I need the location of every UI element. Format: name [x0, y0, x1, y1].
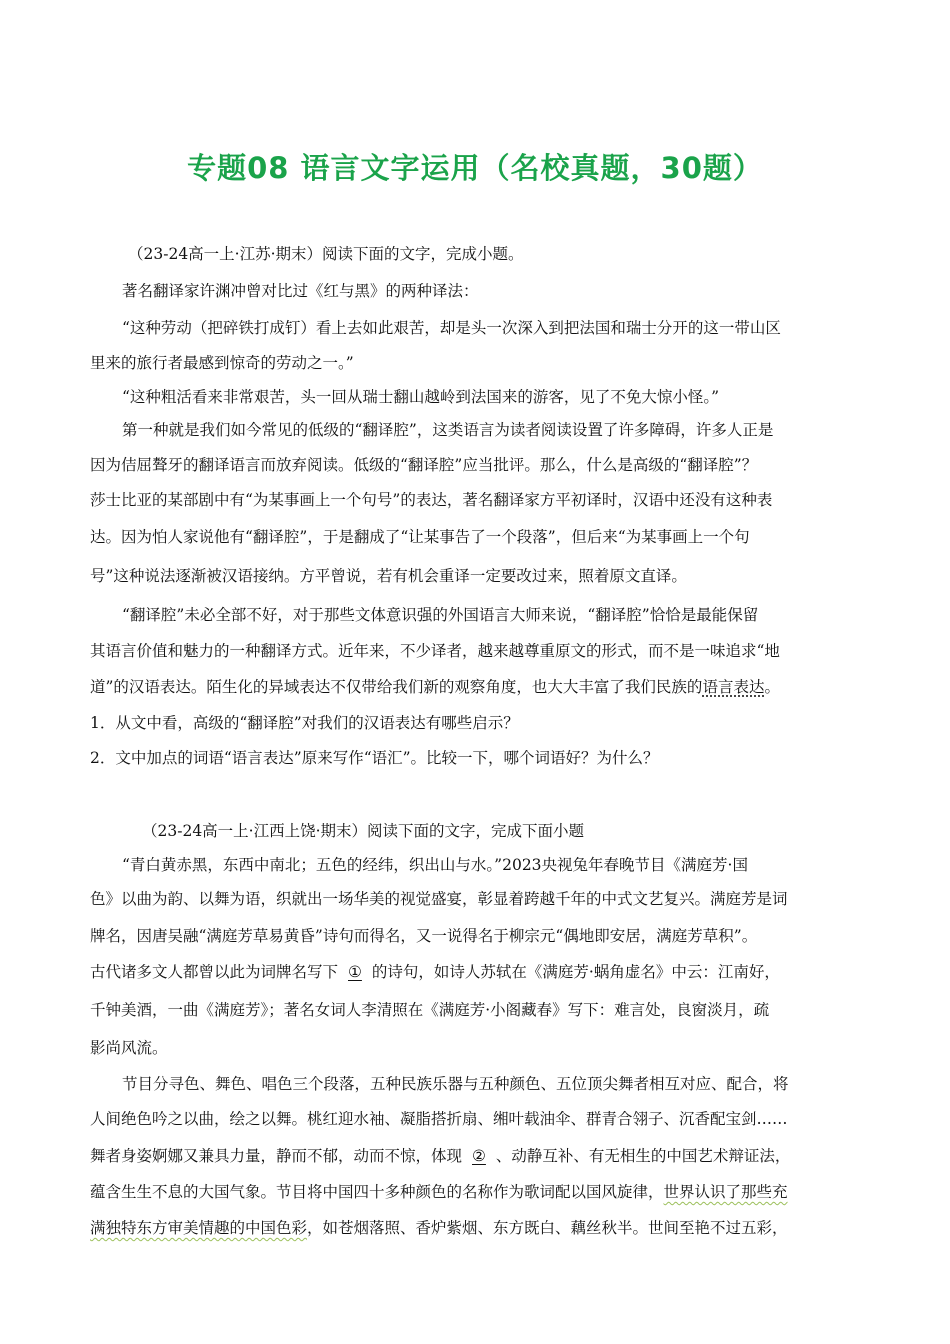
dotted-word: 语言表达: [702, 678, 765, 696]
section2-line: 千钟美酒，一曲《满庭芳》；著名女词人李清照在《满庭芳·小阁藏春》写下：难言处，良窗淡月，疏: [90, 1001, 770, 1019]
section2-line: 节目分寻色、舞色、唱色三个段落，五种民族乐器与五种颜色、五位顶尖舞者相互对应、配合，将: [122, 1075, 789, 1093]
wavy-underlined-text: 世界认识了那些充: [663, 1183, 788, 1201]
section2-line: [90, 1210, 860, 1247]
blank-2: ②: [472, 1147, 486, 1165]
section1-last-line: [90, 669, 860, 706]
section1-line: 达。因为怕人家说他有“翻译腔”，于是翻成了“让某事告了一个段落”，但后来“为某事画上一个句: [90, 528, 750, 546]
section1-source: （23-24高一上·江苏·期末）阅读下面的文字，完成小题。: [128, 245, 524, 263]
blank-1: ①: [348, 963, 362, 981]
section1-line: 第一种就是我们如今常见的低级的“翻译腔”，这类语言为读者阅读设置了许多障碍，许多人正是: [122, 421, 774, 439]
end-mark: 。: [764, 678, 780, 696]
section1-line: “翻译腔”未必全部不好，对于那些文体意识强的外国语言大师来说，“翻译腔”恰恰是最能保留: [122, 606, 759, 624]
section2-line-with-blank: [90, 954, 860, 991]
section2-line: 色》以曲为韵、以舞为语，织就出一场华美的视觉盛宴，彰显着跨越千年的中式文艺复兴。满庭芳是词: [90, 890, 788, 908]
section2-line: 牌名，因唐吴融“满庭芳草易黄昏”诗句而得名，又一说得名于柳宗元“偶地即安居，满庭芳草积”。: [90, 927, 758, 945]
section1-line: “这种粗活看来非常艰苦，头一回从瑞士翻山越岭到法国来的游客，见了不免大惊小怪。”: [122, 388, 720, 406]
text: 的诗句，如诗人苏轼在《满庭芳·蜗角虚名》中云：江南好，: [371, 963, 780, 981]
section2-source: （23-24高一上·江西上饶·期末）阅读下面的文字，完成下面小题: [142, 822, 585, 840]
section1-line: 莎士比亚的某部剧中有“为某事画上一个句号”的表达，著名翻译家方平初译时，汉语中还没有这种表: [90, 491, 773, 509]
section1-line: 其语言价值和魅力的一种翻译方式。近年来，不少译者，越来越尊重原文的形式，而不是一味追求“地: [90, 642, 780, 660]
section1-line: 里来的旅行者最感到惊奇的劳动之一。”: [90, 354, 354, 372]
section1-line: 著名翻译家许渊冲曾对比过《红与黑》的两种译法：: [122, 282, 479, 300]
question-1: 1．从文中看，高级的“翻译腔”对我们的汉语表达有哪些启示？: [90, 714, 519, 732]
text: 、动静互补、有无相生的中国艺术辩证法，: [495, 1147, 791, 1165]
wavy-underlined-text: 满独特东方审美情趣的中国色彩: [90, 1219, 308, 1237]
page-title: 专题08 语言文字运用（名校真题，30题）: [187, 151, 763, 185]
text: 古代诸多文人都曾以此为词牌名写下: [90, 963, 339, 981]
section1-line: 号”这种说法逐渐被汉语接纳。方平曾说，若有机会重译一定要改过来，照着原文直译。: [90, 567, 687, 585]
text: 舞者身姿婀娜又兼具力量，静而不郁，动而不惊，体现: [90, 1147, 463, 1165]
section2-line-with-blank: [90, 1138, 860, 1175]
text: ，如苍烟落照、香炉紫烟、东方既白、藕丝秋半。世间至艳不过五彩，: [307, 1219, 788, 1237]
section2-line: [90, 1174, 860, 1211]
question-2: 2．文中加点的词语“语言表达”原来写作“语汇”。比较一下，哪个词语好？为什么？: [90, 749, 659, 767]
section1-line: 道”的汉语表达。陌生化的异域表达不仅带给我们新的观察角度，也大大丰富了我们民族的: [90, 678, 703, 696]
section2-line: 影尚风流。: [90, 1039, 168, 1057]
section2-line: 人间绝色吟之以曲，绘之以舞。桃红迎水袖、凝脂搭折扇、缃叶载油伞、群青合翎子、沉香配宝剑……: [90, 1110, 788, 1128]
text: 蕴含生生不息的大国气象。节目将中国四十多种颜色的名称作为歌词配以国风旋律，: [90, 1183, 664, 1201]
section1-line: “这种劳动（把碎铁打成钉）看上去如此艰苦，却是头一次深入到把法国和瑞士分开的这一带山区: [122, 319, 781, 337]
section2-line: “青白黄赤黑，东西中南北；五色的经纬，织出山与水。”2023央视兔年春晚节目《满庭芳·国: [122, 856, 748, 874]
section1-line: 因为佶屈聱牙的翻译语言而放弃阅读。低级的“翻译腔”应当批评。那么，什么是高级的“翻译腔”？: [90, 456, 758, 474]
